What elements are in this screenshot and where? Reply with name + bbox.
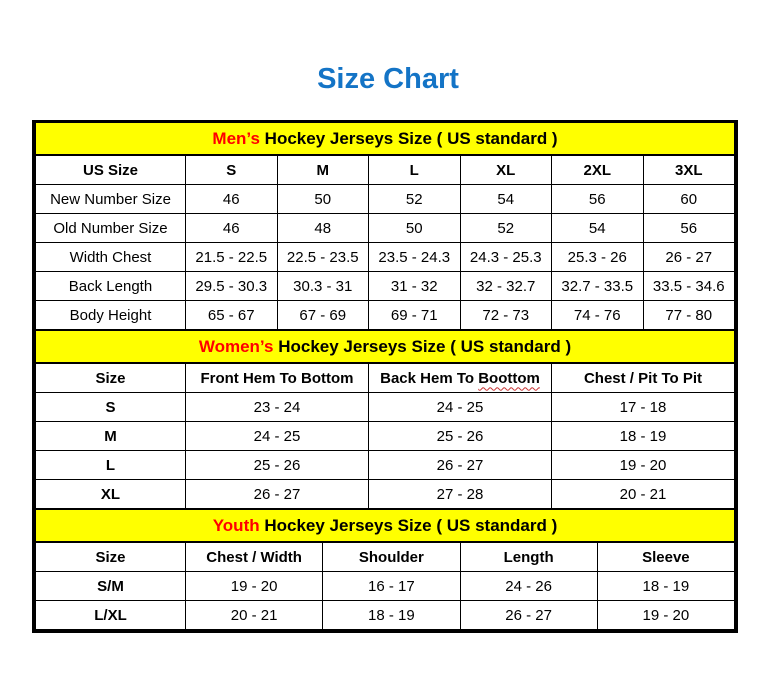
value-cell: 52: [369, 185, 461, 214]
column-header-cell: Sleeve: [597, 542, 734, 572]
table-row: [36, 572, 735, 601]
column-header-cell: S: [186, 155, 278, 185]
column-header-cell: Chest / Pit To Pit: [552, 363, 735, 393]
column-header-cell: L: [369, 155, 461, 185]
youth-section-rest: Hockey Jerseys Size ( US standard ): [259, 515, 558, 535]
value-cell: 30.3 - 31: [277, 272, 369, 301]
value-cell: 24 - 26: [460, 572, 597, 601]
value-cell: 50: [277, 185, 369, 214]
value-cell: 26 - 27: [643, 243, 735, 272]
column-header-cell: 3XL: [643, 155, 735, 185]
value-cell: 46: [186, 214, 278, 243]
value-cell: 27 - 28: [369, 480, 552, 509]
size-chart-container: [32, 120, 738, 633]
value-cell: 23.5 - 24.3: [369, 243, 461, 272]
mens-section-rest: Hockey Jerseys Size ( US standard ): [259, 128, 558, 148]
value-cell: 26 - 27: [369, 451, 552, 480]
value-cell: 25 - 26: [369, 422, 552, 451]
column-header-cell: US Size: [36, 155, 186, 185]
value-cell: 18 - 19: [323, 601, 460, 630]
value-cell: 31 - 32: [369, 272, 461, 301]
value-cell: 18 - 19: [597, 572, 734, 601]
value-cell: 16 - 17: [323, 572, 460, 601]
value-cell: 19 - 20: [597, 601, 734, 630]
table-row: [36, 185, 735, 214]
value-cell: 77 - 80: [643, 301, 735, 330]
value-cell: 54: [460, 185, 552, 214]
row-label-cell: M: [36, 422, 186, 451]
column-header-cell: 2XL: [552, 155, 644, 185]
row-label-cell: Body Height: [36, 301, 186, 330]
column-header-cell: Shoulder: [323, 542, 460, 572]
value-cell: 19 - 20: [552, 451, 735, 480]
value-cell: 29.5 - 30.3: [186, 272, 278, 301]
value-cell: 50: [369, 214, 461, 243]
value-cell: 26 - 27: [460, 601, 597, 630]
row-label-cell: L: [36, 451, 186, 480]
value-cell: 17 - 18: [552, 393, 735, 422]
row-label-cell: XL: [36, 480, 186, 509]
value-cell: 20 - 21: [186, 601, 323, 630]
value-cell: 67 - 69: [277, 301, 369, 330]
value-cell: 32.7 - 33.5: [552, 272, 644, 301]
column-header-cell: Length: [460, 542, 597, 572]
value-cell: 24 - 25: [186, 422, 369, 451]
column-header-cell: Size: [36, 363, 186, 393]
value-cell: 72 - 73: [460, 301, 552, 330]
row-label-cell: New Number Size: [36, 185, 186, 214]
row-label-cell: S/M: [36, 572, 186, 601]
youth-section-header-row: [36, 510, 735, 543]
youth-section-header: [36, 510, 735, 543]
table-row: [36, 451, 735, 480]
value-cell: 69 - 71: [369, 301, 461, 330]
womens-column-header-row: [36, 363, 735, 393]
value-cell: 25.3 - 26: [552, 243, 644, 272]
table-row: [36, 422, 735, 451]
womens-section-rest: Hockey Jerseys Size ( US standard ): [273, 336, 572, 356]
womens-section-highlight: Women’s: [198, 336, 274, 356]
value-cell: 56: [552, 185, 644, 214]
row-label-cell: S: [36, 393, 186, 422]
value-cell: 20 - 21: [552, 480, 735, 509]
mens-size-table: [35, 123, 735, 330]
youth-section-highlight: Youth: [212, 515, 260, 535]
womens-section-header: [36, 331, 735, 364]
table-row: [36, 393, 735, 422]
value-cell: 56: [643, 214, 735, 243]
table-row: [36, 601, 735, 630]
value-cell: 19 - 20: [186, 572, 323, 601]
page-title: Size Chart: [317, 63, 459, 95]
row-label-cell: Old Number Size: [36, 214, 186, 243]
column-header-cell: XL: [460, 155, 552, 185]
column-header-cell: Size: [36, 542, 186, 572]
row-label-cell: L/XL: [36, 601, 186, 630]
mens-section-header-row: [36, 123, 735, 155]
value-cell: 21.5 - 22.5: [186, 243, 278, 272]
misspelled-word: Boottom: [478, 369, 540, 387]
column-header-cell: M: [277, 155, 369, 185]
column-header-cell: Front Hem To Bottom: [186, 363, 369, 393]
mens-column-header-row: [36, 155, 735, 185]
table-row: [36, 214, 735, 243]
womens-size-table: [35, 330, 735, 509]
value-cell: 33.5 - 34.6: [643, 272, 735, 301]
value-cell: 24.3 - 25.3: [460, 243, 552, 272]
value-cell: 46: [186, 185, 278, 214]
table-row: [36, 480, 735, 509]
column-header-cell: Chest / Width: [186, 542, 323, 572]
mens-section-header: [36, 123, 735, 155]
youth-size-table: [35, 509, 735, 630]
row-label-cell: Back Length: [36, 272, 186, 301]
womens-section-header-row: [36, 331, 735, 364]
table-row: [36, 243, 735, 272]
misspelled-header-prefix: Back Hem To: [380, 369, 479, 387]
value-cell: 23 - 24: [186, 393, 369, 422]
value-cell: 32 - 32.7: [460, 272, 552, 301]
table-row: [36, 301, 735, 330]
row-label-cell: Width Chest: [36, 243, 186, 272]
value-cell: 48: [277, 214, 369, 243]
value-cell: 65 - 67: [186, 301, 278, 330]
value-cell: 22.5 - 23.5: [277, 243, 369, 272]
value-cell: 52: [460, 214, 552, 243]
value-cell: 60: [643, 185, 735, 214]
mens-section-highlight: Men’s: [212, 128, 260, 148]
value-cell: 54: [552, 214, 644, 243]
value-cell: 74 - 76: [552, 301, 644, 330]
youth-column-header-row: [36, 542, 735, 572]
value-cell: 25 - 26: [186, 451, 369, 480]
value-cell: 18 - 19: [552, 422, 735, 451]
value-cell: 26 - 27: [186, 480, 369, 509]
table-row: [36, 272, 735, 301]
column-header-cell-misspelled: [369, 363, 552, 393]
value-cell: 24 - 25: [369, 393, 552, 422]
